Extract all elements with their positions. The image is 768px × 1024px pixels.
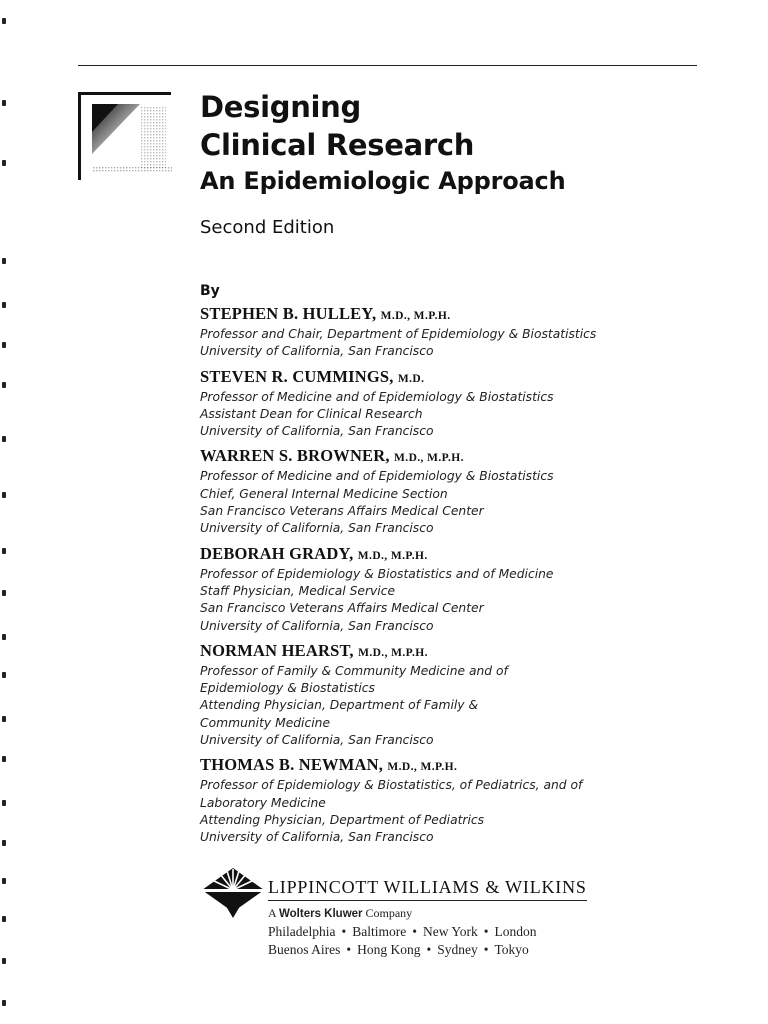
author-affiliation: Professor of Family & Community Medicine and of: [200, 663, 508, 678]
author-affiliation: Laboratory Medicine: [200, 795, 326, 810]
author-name: STEVEN R. CUMMINGS,: [200, 366, 394, 386]
by-label: By: [200, 283, 220, 299]
author-affiliation: University of California, San Francisco: [200, 344, 434, 359]
city-separator: •: [483, 924, 489, 939]
city: Buenos Aires: [268, 942, 341, 957]
author-name: STEPHEN B. HULLEY,: [200, 304, 377, 323]
city: Baltimore: [352, 924, 407, 939]
author-affiliation: Community Medicine: [200, 715, 331, 730]
author-affiliation: Attending Physician, Department of Pediatrics: [200, 812, 485, 827]
author-affiliation: Staff Physician, Medical Service: [200, 583, 396, 598]
city-separator: •: [483, 942, 489, 957]
author-entry: [200, 304, 740, 361]
city: Hong Kong: [357, 942, 421, 957]
author-affiliation: Professor of Epidemiology & Biostatistics, of Pediatrics, and of: [200, 778, 583, 793]
author-entry: [200, 641, 740, 749]
author-entry: [200, 446, 740, 537]
author-affiliation: University of California, San Francisco: [200, 618, 434, 633]
author-entry: [200, 367, 740, 441]
city-separator: •: [426, 942, 432, 957]
city: London: [494, 924, 537, 939]
author-degrees: M.D., M.P.H.: [394, 452, 464, 465]
author-affiliation: San Francisco Veterans Affairs Medical Center: [200, 504, 484, 519]
author-degrees: M.D.: [397, 372, 425, 385]
author-degrees: M.D., M.P.H.: [358, 646, 428, 659]
parent-company: Wolters Kluwer: [279, 908, 363, 920]
city-separator: •: [346, 942, 352, 957]
publisher-parent: [268, 906, 412, 921]
cities-row-2: [268, 942, 529, 958]
book-title: [200, 88, 565, 198]
author-degrees: M.D., M.P.H.: [380, 310, 451, 322]
publisher-name: LIPPINCOTT WILLIAMS & WILKINS: [268, 877, 587, 901]
author-affiliation: Professor of Medicine and of Epidemiology & Biostatistics: [200, 389, 554, 404]
author-affiliation: University of California, San Francisco: [200, 830, 434, 845]
city: Sydney: [437, 942, 478, 957]
author-affiliation: University of California, San Francisco: [200, 733, 434, 748]
series-logo-icon: [78, 92, 173, 180]
author-affiliation: University of California, San Francisco: [200, 521, 434, 536]
city-separator: •: [341, 924, 347, 939]
author-list: [200, 304, 740, 853]
parent-suffix: Company: [365, 906, 413, 920]
author-entry: [200, 755, 740, 846]
scan-margin-marks: [0, 0, 14, 1024]
author-affiliation: Professor and Chair, Department of Epidemiology & Biostatistics: [200, 327, 597, 341]
author-affiliation: Attending Physician, Department of Family &: [200, 698, 479, 713]
title-line-1: Designing: [200, 90, 361, 124]
city: Philadelphia: [268, 924, 336, 939]
city: Tokyo: [494, 942, 529, 957]
author-name: WARREN S. BROWNER,: [200, 446, 390, 466]
publisher-block: [200, 862, 620, 972]
author-affiliation: University of California, San Francisco: [200, 424, 434, 439]
author-affiliation: Chief, General Internal Medicine Section: [200, 486, 448, 501]
author-degrees: M.D., M.P.H.: [387, 761, 458, 774]
author-degrees: M.D., M.P.H.: [357, 549, 428, 562]
author-affiliation: Professor of Epidemiology & Biostatistics and of Medicine: [200, 566, 554, 581]
title-line-2: Clinical Research: [200, 128, 475, 162]
publisher-logo-icon: [200, 866, 266, 920]
author-name: DEBORAH GRADY,: [200, 543, 354, 563]
author-affiliation: Assistant Dean for Clinical Research: [200, 406, 423, 421]
parent-prefix: A: [268, 906, 277, 920]
city-separator: •: [412, 924, 417, 939]
book-subtitle: An Epidemiologic Approach: [200, 167, 566, 195]
author-affiliation: San Francisco Veterans Affairs Medical Center: [200, 601, 484, 616]
author-entry: [200, 544, 740, 635]
cities-row-1: [268, 924, 536, 940]
author-affiliation: Epidemiology & Biostatistics: [200, 681, 375, 696]
city: New York: [422, 924, 478, 939]
author-name: NORMAN HEARST,: [200, 640, 354, 660]
author-affiliation: Professor of Medicine and of Epidemiology & Biostatistics: [200, 469, 554, 484]
author-name: THOMAS B. NEWMAN,: [200, 755, 384, 775]
edition-label: Second Edition: [200, 217, 335, 238]
top-rule: [78, 65, 697, 66]
